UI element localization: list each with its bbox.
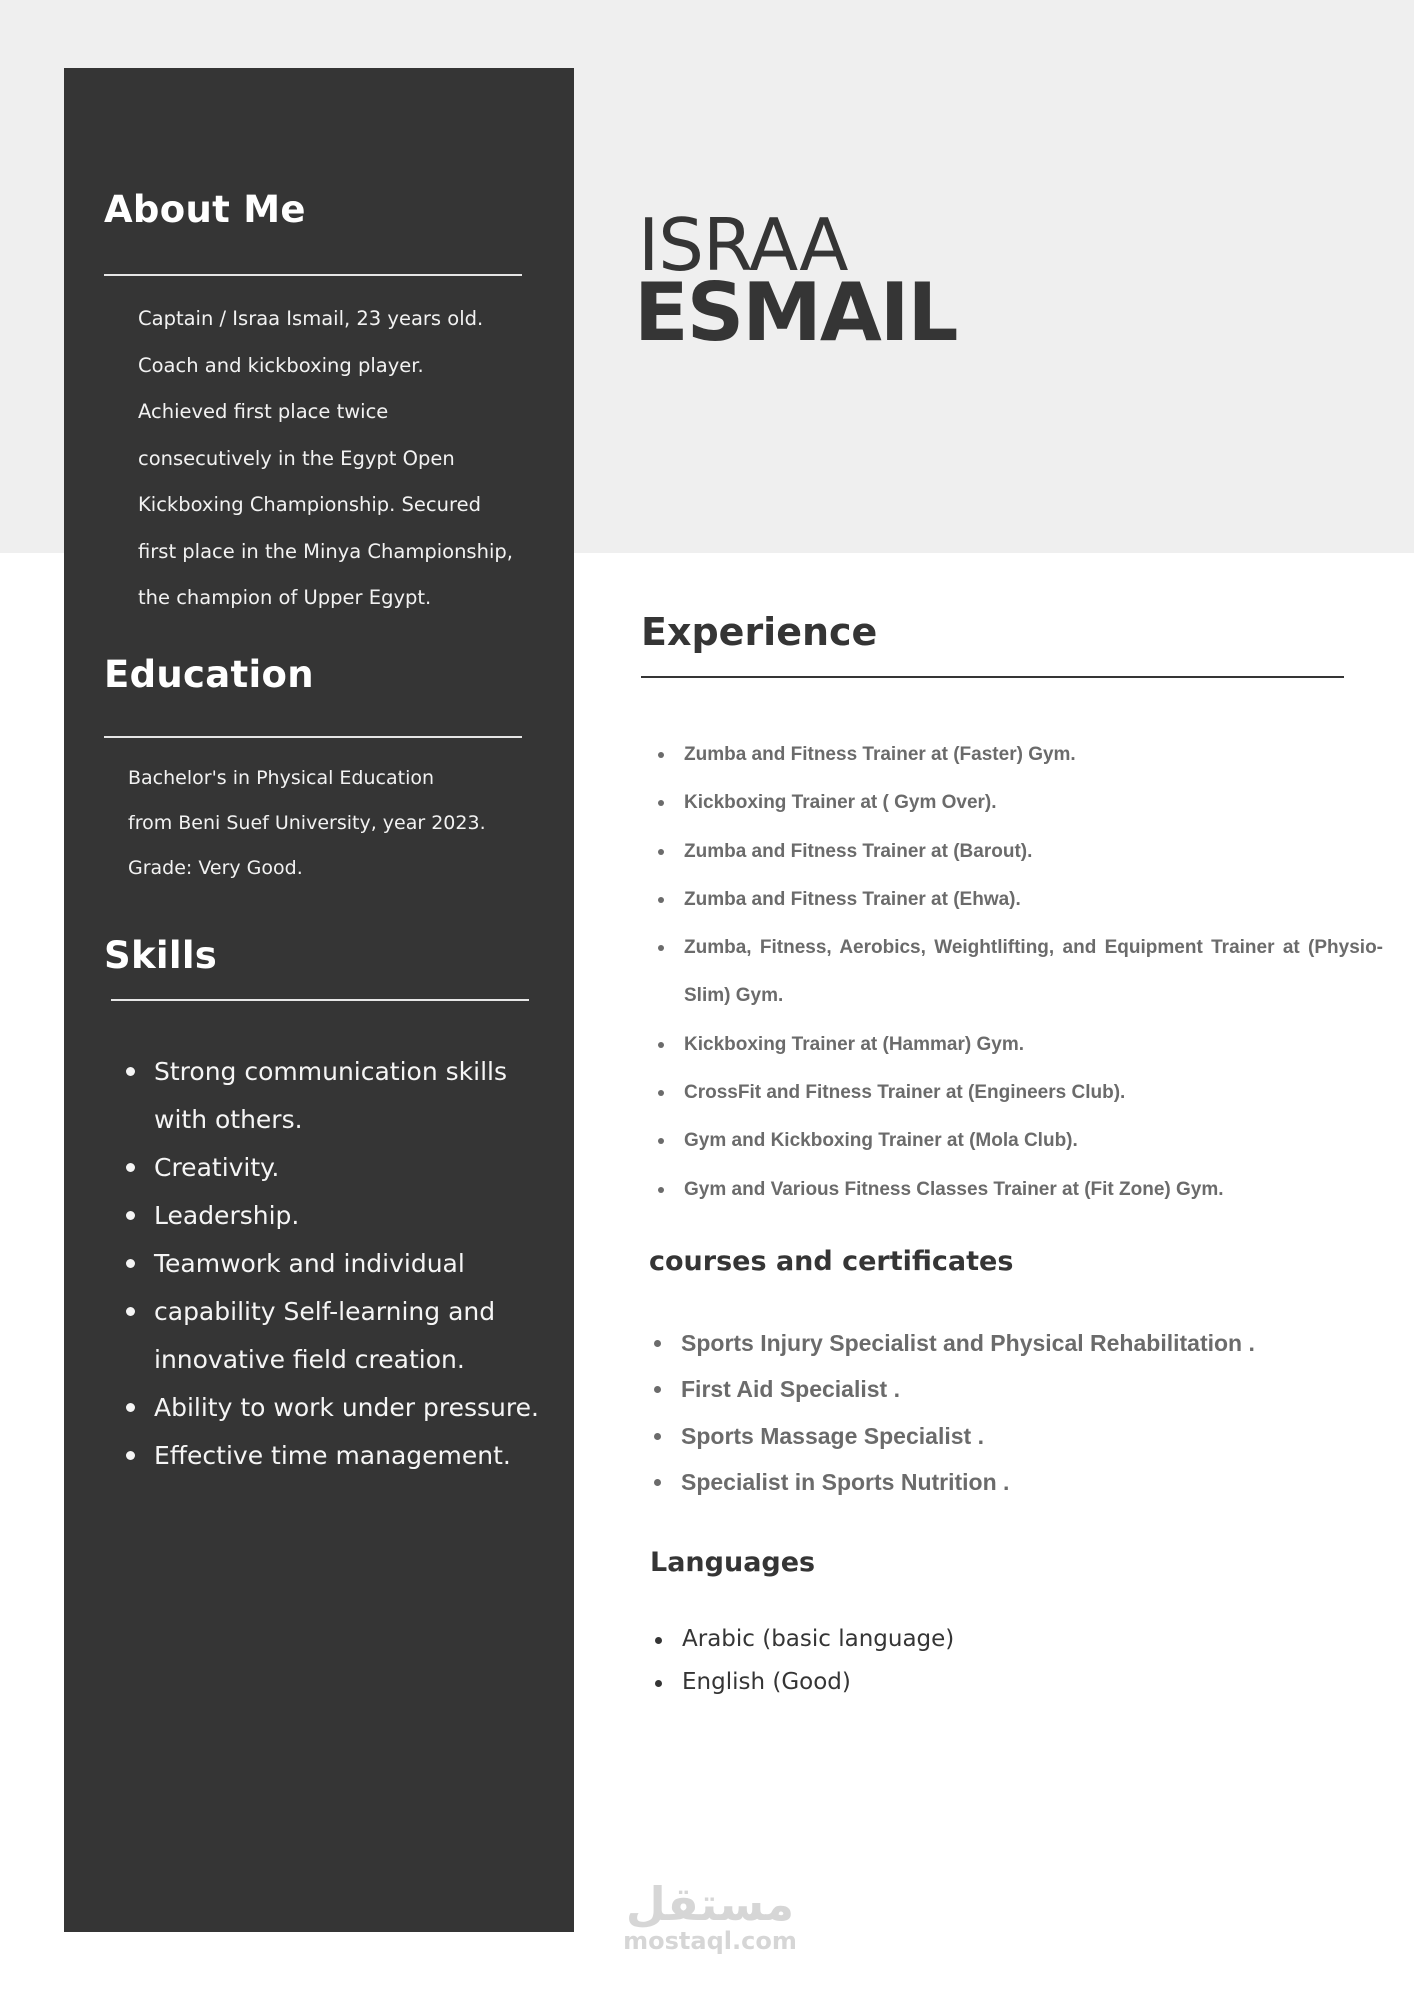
courses-list (652, 1320, 1255, 1505)
course-item: First Aid Specialist . (652, 1366, 1255, 1412)
experience-item: CrossFit and Fitness Trainer at (Engineers Club). (656, 1069, 1383, 1117)
languages-heading: Languages (650, 1547, 816, 1578)
education-divider (104, 736, 522, 738)
skills-heading: Skills (104, 934, 218, 977)
about-line: first place in the Minya Championship, (138, 539, 513, 563)
skill-item: Ability to work under pressure. (122, 1384, 562, 1432)
experience-item: Gym and Kickboxing Trainer at (Mola Club). (656, 1117, 1383, 1165)
watermark-latin: mostaql.com (623, 1927, 797, 1955)
about-line: Captain / Israa Ismail, 23 years old. (138, 307, 484, 330)
skill-item: Strong communication skills with others. (122, 1048, 562, 1144)
experience-item: Kickboxing Trainer at (Hammar) Gym. (656, 1021, 1383, 1069)
course-item: Sports Injury Specialist and Physical Rehabilitation . (652, 1320, 1255, 1366)
about-divider (104, 274, 522, 276)
skill-item: capability Self-learning and innovative field creation. (122, 1288, 562, 1384)
experience-item: Zumba, Fitness, Aerobics, Weightlifting, and Equipment Trainer at (Physio-Slim) Gym. (656, 924, 1383, 1021)
education-line: Grade: Very Good. (128, 857, 303, 879)
skill-item: Creativity. (122, 1144, 562, 1192)
experience-item: Gym and Various Fitness Classes Trainer at (Fit Zone) Gym. (656, 1166, 1383, 1214)
about-text (138, 296, 513, 622)
skill-item: Teamwork and individual (122, 1240, 562, 1288)
courses-heading: courses and certificates (649, 1246, 1014, 1277)
last-name: ESMAIL (634, 266, 957, 359)
about-line: Coach and kickboxing player. (138, 353, 424, 377)
experience-item: Zumba and Fitness Trainer at (Barout). (656, 828, 1383, 876)
about-line: consecutively in the Egypt Open (138, 446, 455, 470)
about-line: Achieved first place twice (138, 400, 389, 423)
course-item: Specialist in Sports Nutrition . (652, 1459, 1255, 1505)
education-text (128, 756, 486, 891)
skill-item: Effective time management. (122, 1432, 562, 1480)
language-item: Arabic (basic language) (653, 1618, 954, 1661)
languages-list (653, 1618, 954, 1704)
experience-divider (641, 676, 1344, 678)
language-item: English (Good) (653, 1661, 954, 1704)
experience-heading: Experience (641, 610, 878, 654)
about-line: Kickboxing Championship. Secured (138, 493, 481, 516)
skill-item: Leadership. (122, 1192, 562, 1240)
course-item: Sports Massage Specialist . (652, 1413, 1255, 1459)
experience-list (656, 731, 1383, 1214)
skills-list (122, 1048, 562, 1480)
skills-divider (111, 999, 529, 1001)
education-line: from Beni Suef University, year 2023. (128, 812, 486, 834)
sidebar (64, 68, 574, 1932)
first-name: ISRAA (638, 203, 848, 287)
experience-item: Zumba and Fitness Trainer at (Faster) Gym. (656, 731, 1383, 779)
candidate-name (634, 203, 957, 359)
mostaql-watermark (620, 1877, 800, 1955)
experience-item: Zumba and Fitness Trainer at (Ehwa). (656, 876, 1383, 924)
education-line: Bachelor's in Physical Education (128, 767, 435, 789)
about-line: the champion of Upper Egypt. (138, 586, 432, 609)
watermark-arabic: مستقل (625, 1877, 795, 1931)
education-heading: Education (104, 653, 314, 696)
experience-item: Kickboxing Trainer at ( Gym Over). (656, 779, 1383, 827)
about-heading: About Me (104, 188, 306, 231)
